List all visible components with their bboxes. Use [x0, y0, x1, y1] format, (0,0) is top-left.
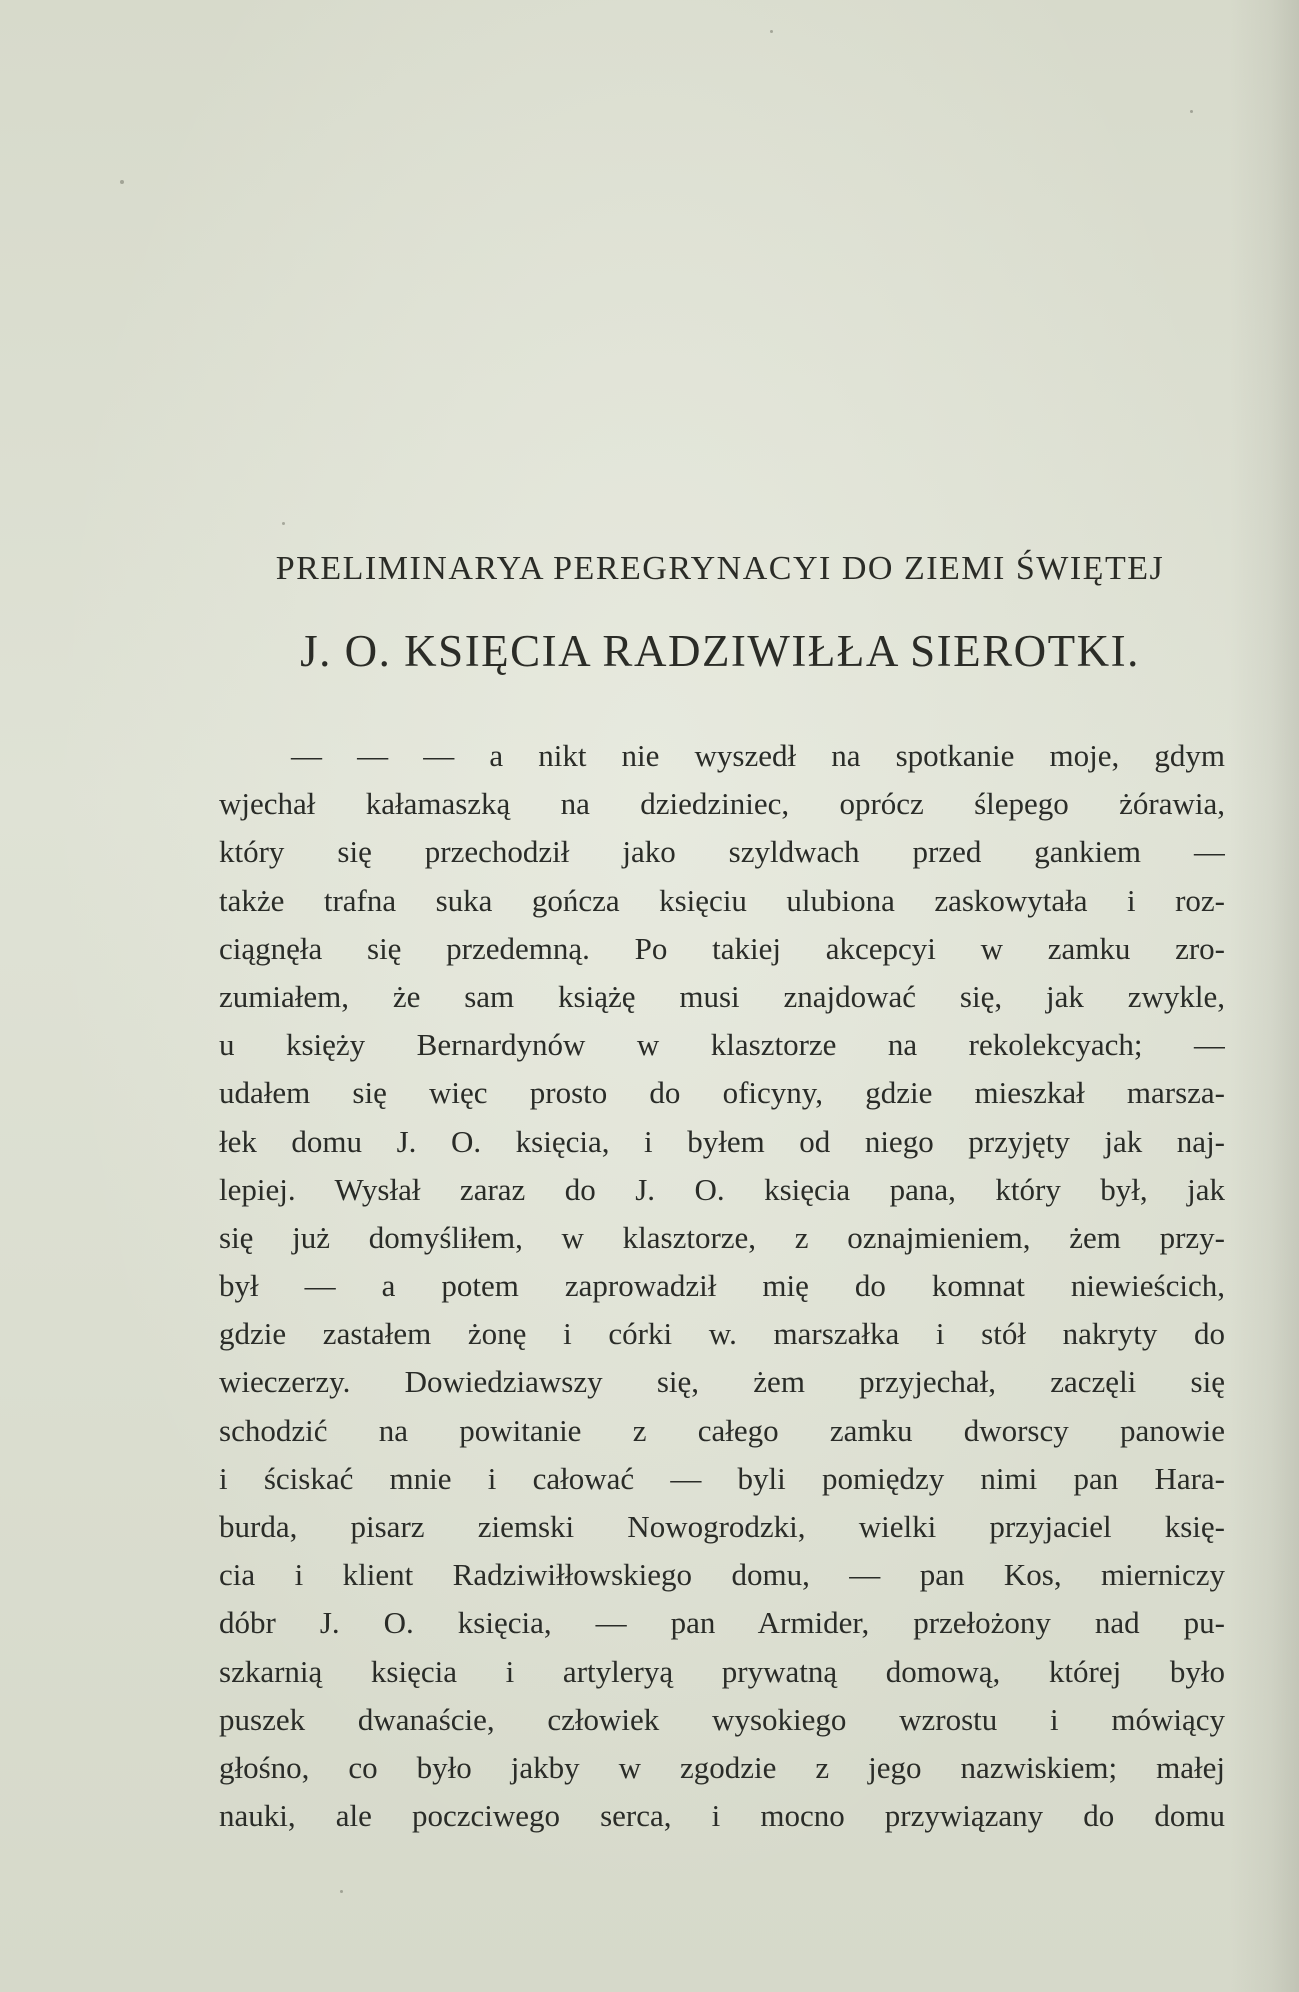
text-line: łek domu J. O. księcia, i byłem od niego przyjęty jak naj-	[219, 1123, 1225, 1159]
text-line: który się przechodził jako szyldwach przed gankiem —	[219, 834, 1225, 870]
paper-speck	[120, 180, 124, 184]
body-text	[219, 732, 1225, 1840]
paper-speck	[770, 30, 773, 33]
text-line: był — a potem zaprowadził mię do komnat niewieścich,	[219, 1268, 1225, 1304]
text-line: szkarnią księcia i artyleryą prywatną domową, której było	[219, 1653, 1225, 1689]
text-line: głośno, co było jakby w zgodzie z jego nazwiskiem; małej	[219, 1749, 1225, 1785]
text-line: wjechał kałamaszką na dziedziniec, oprócz ślepego żórawia,	[219, 786, 1225, 822]
paper-speck	[340, 1890, 343, 1893]
text-line: udałem się więc prosto do oficyny, gdzie mieszkał marsza-	[219, 1075, 1225, 1111]
text-line: u księży Bernardynów w klasztorze na rekolekcyach; —	[219, 1027, 1225, 1063]
binding-shadow	[1229, 0, 1299, 1992]
text-line: się już domyśliłem, w klasztorze, z oznajmieniem, żem przy-	[219, 1219, 1225, 1255]
text-line: i ściskać mnie i całować — byli pomiędzy nimi pan Hara-	[219, 1460, 1225, 1496]
text-line: ciągnęła się przedemną. Po takiej akcepcyi w zamku zro-	[219, 930, 1225, 966]
text-line: — — — a nikt nie wyszedł na spotkanie moje, gdym	[291, 738, 1225, 773]
paper-speck	[282, 522, 285, 525]
paper-speck	[1190, 110, 1193, 113]
text-line: zumiałem, że sam książę musi znajdować się, jak zwykle,	[219, 978, 1225, 1014]
text-line: także trafna suka gończa księciu ulubiona zaskowytała i roz-	[219, 882, 1225, 918]
text-line: nauki, ale poczciwego serca, i mocno przywiązany do domu	[219, 1798, 1225, 1834]
text-line: burda, pisarz ziemski Nowogrodzki, wielki przyjaciel księ-	[219, 1509, 1225, 1544]
text-line: cia i klient Radziwiłłowskiego domu, — pan Kos, mierniczy	[219, 1557, 1225, 1593]
text-line: gdzie zastałem żonę i córki w. marszałka i stół nakryty do	[219, 1316, 1225, 1352]
chapter-heading-line-1: PRELIMINARYA PEREGRYNACYI DO ZIEMI ŚWIĘTEJ	[275, 550, 1165, 587]
text-line: dóbr J. O. księcia, — pan Armider, przełożony nad pu-	[219, 1605, 1225, 1641]
text-line: wieczerzy. Dowiedziawszy się, żem przyjechał, zaczęli się	[219, 1364, 1225, 1400]
text-line: lepiej. Wysłał zaraz do J. O. księcia pana, który był, jak	[219, 1171, 1225, 1207]
text-line: schodzić na powitanie z całego zamku dworscy panowie	[219, 1412, 1225, 1448]
text-line: puszek dwanaście, człowiek wysokiego wzrostu i mówiący	[219, 1701, 1225, 1737]
chapter-heading-line-2: J. O. KSIĘCIA RADZIWIŁŁA SIEROTKI.	[300, 626, 1140, 676]
